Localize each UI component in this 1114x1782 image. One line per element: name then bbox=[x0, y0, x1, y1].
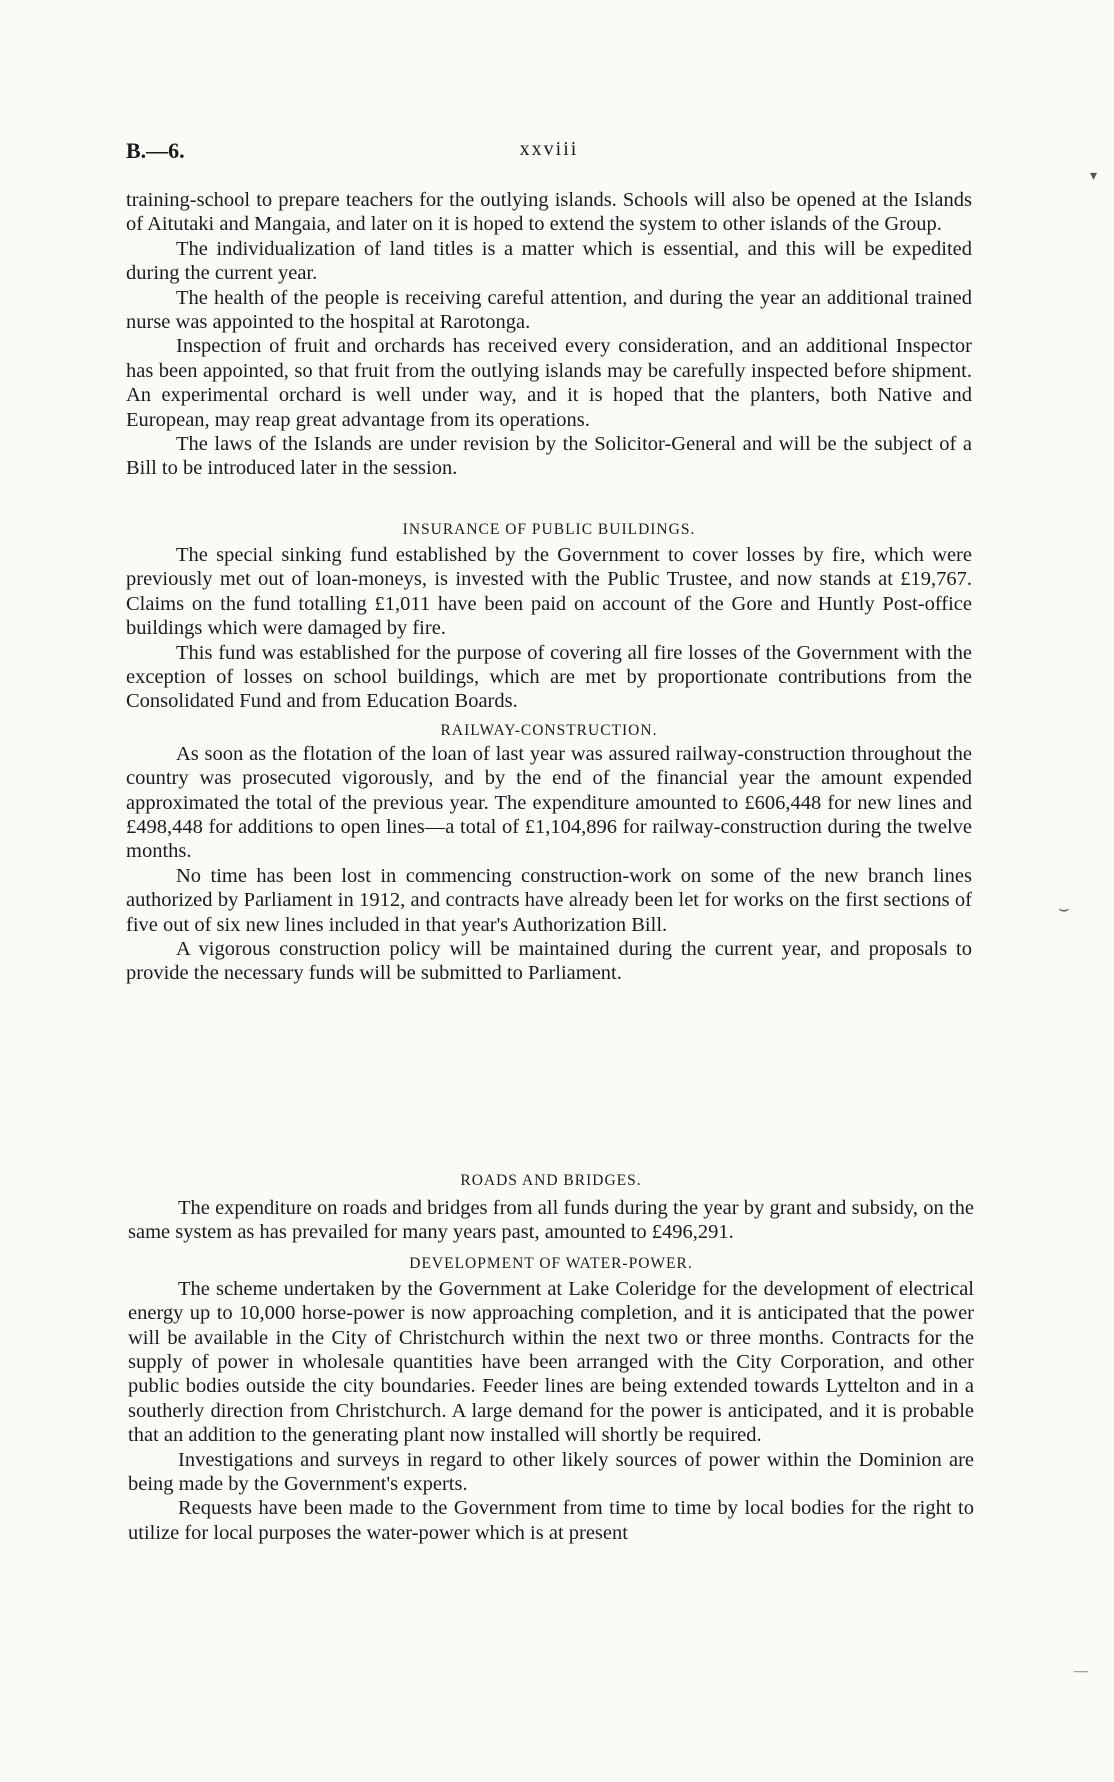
lower-body-text bbox=[128, 1170, 974, 1545]
margin-tick-mark: ▾ bbox=[1090, 169, 1098, 184]
heading-water-power: DEVELOPMENT OF WATER-POWER. bbox=[409, 1254, 693, 1272]
margin-binding-mark: ⌣ bbox=[1058, 898, 1070, 918]
paragraph-schools: training-school to prepare teachers for the outlying islands. Schools will also be opened at the Islands of Aitutaki and Mangaia, and later on it is hoped to extend the system to other islands of the Group. bbox=[126, 189, 972, 236]
page-number: xxviii bbox=[519, 138, 579, 160]
margin-dash-mark: — bbox=[1074, 1664, 1088, 1679]
paragraph-railway-expenditure: As soon as the flotation of the loan of last year was assured railway-construction throughout the country was prosecuted vigorously, and by the end of the financial year the amount expended approximated the total of the previous year. The expenditure amounted to £606,448 for new lines and £498,448 for additions to open lines—a total of £1,104,896 for railway-construction during the twelve months. bbox=[126, 742, 972, 863]
paragraph-investigations: Investigations and surveys in regard to other likely sources of power within the Dominion are being made by the Government's experts. bbox=[128, 1448, 974, 1496]
paragraph-land-titles: The individualization of land titles is a matter which is essential, and this will be expedited during the current year. bbox=[126, 237, 972, 285]
paragraph-lake-coleridge: The scheme undertaken by the Government at Lake Coleridge for the development of electrical energy up to 10,000 horse-power is now approaching completion, and it is anticipated that the power will be available in the City of Christchurch within the next two or three months. Contracts for the supply of power in wholesale quantities have been arranged with the City Corporation, and other public bodies outside the city boundaries. Feeder lines are being extended towards Lyttelton and in a southerly direction from Christchurch. A large demand for the power is anticipated, and it is probable that an addition to the generating plant now installed will shortly be required. bbox=[128, 1277, 974, 1447]
heading-insurance: INSURANCE OF PUBLIC BUILDINGS. bbox=[402, 520, 696, 538]
paragraph-fruit-inspection: Inspection of fruit and orchards has received every consideration, and an additional Inspector has been appointed, so that fruit from the outlying islands may be carefully inspected before shipment. An experimental orchard is well under way, and it is hoped that the planters, both Native and European, may reap great advantage from its operations. bbox=[126, 335, 972, 431]
paragraph-requests: Requests have been made to the Government from time to time by local bodies for the right to utilize for local purposes the water-power which is at present bbox=[128, 1497, 974, 1544]
heading-railway: RAILWAY-CONSTRUCTION. bbox=[440, 721, 658, 739]
body-text bbox=[126, 188, 972, 986]
paragraph-railway-policy: A vigorous construction policy will be maintained during the current year, and proposals to provide the necessary funds will be submitted to Parliament. bbox=[126, 937, 972, 985]
page-header bbox=[126, 138, 972, 168]
paragraph-railway-branch-lines: No time has been lost in commencing construction-work on some of the new branch lines authorized by Parliament in 1912, and contracts have already been let for works on the first sections of five out of six new lines included in that year's Authorization Bill. bbox=[126, 864, 972, 936]
paragraph-health: The health of the people is receiving careful attention, and during the year an additional trained nurse was appointed to the hospital at Rarotonga. bbox=[126, 286, 972, 334]
paragraph-insurance-fund: The special sinking fund established by the Government to cover losses by fire, which were previously met out of loan-moneys, is invested with the Public Trustee, and now stands at £19,767. Claims on the fund totalling £1,011 have been paid on account of the Gore and Huntly Post-office buildings which were damaged by fire. bbox=[126, 543, 972, 640]
paragraph-roads: The expenditure on roads and bridges from all funds during the year by grant and subsidy, on the same system as has prevailed for many years past, amounted to £496,291. bbox=[128, 1197, 974, 1244]
heading-roads: ROADS AND BRIDGES. bbox=[460, 1172, 642, 1189]
paper-reference: B.—6. bbox=[126, 138, 185, 163]
paragraph-laws: The laws of the Islands are under revision by the Solicitor-General and will be the subject of a Bill to be introduced later in the session. bbox=[126, 433, 972, 480]
paragraph-insurance-purpose: This fund was established for the purpose of covering all fire losses of the Government with the exception of losses on school buildings, which are met by proportionate contributions from the Consolidated Fund and from Education Boards. bbox=[126, 641, 972, 713]
